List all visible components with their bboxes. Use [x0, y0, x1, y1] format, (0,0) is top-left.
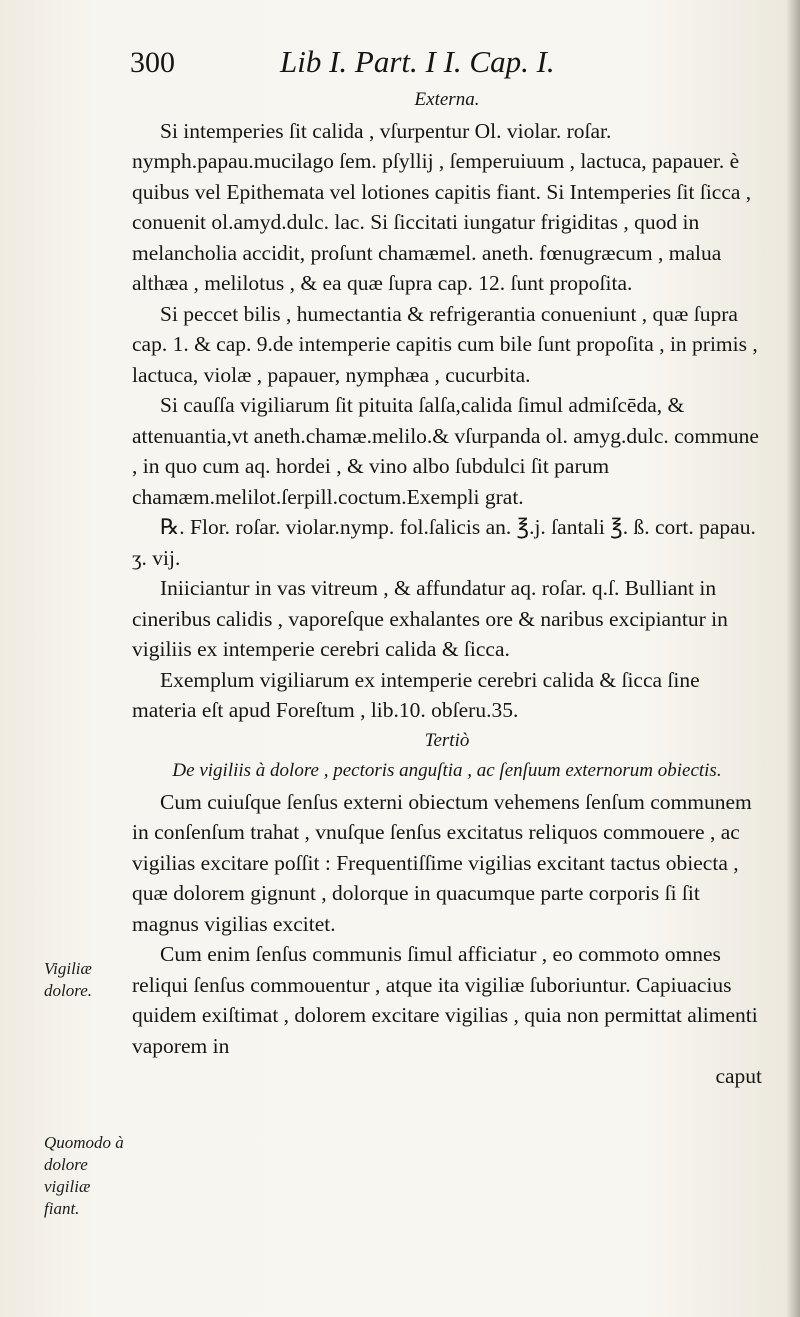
paragraph-3: Si cauſſa vigiliarum ſit pituita ſalſa,calida ſimul admiſcēda, & attenuantia,vt aneth.chamæ.melilo.& vſurpanda ol. amyg.dulc. commune , in quo cum aq. hordei , & vino albo ſubdulci ſit parum chamæm.melilot.ſerpill.coctum.Exempli grat. — [132, 393, 759, 509]
paragraph-8: Cum enim ſenſus communis ſimul afficiatur , eo commoto omnes reliqui ſenſus commouentur , atque ita vigiliæ ſuboriuntur. Capiuacius quidem exiſtimat , dolorem excitare vigilias , quia non permittat alimenti vaporem in — [132, 942, 758, 1058]
paragraph-2: Si peccet bilis , humectantia & refrigerantia conueniunt , quæ ſupra cap. 1. & cap. 9.de intemperie capitis cum bile ſunt propoſita , in primis , lactuca, violæ , papauer, nymphæa , cucurbita. — [132, 301, 758, 387]
page-header — [130, 38, 750, 88]
section-heading-tertio: Tertiò — [424, 729, 470, 751]
paragraph-1: Si intemperies ſit calida , vſurpentur Ol. violar. roſar. nymph.papau.mucilago ſem. pſyllij , ſemperuiuum , lactuca, papauer. è quibus vel Epithemata vel lotiones capitis fiant. Si Intemperies ſit ſicca , conuenit ol.amyd.dulc. lac. Si ſiccitati iungatur frigiditas , quod in melancholia accidit, proſunt chamæmel. aneth. fœnugræcum , malua althæa , melilotus , & ea quæ ſupra cap. 12. ſunt propoſita. — [132, 118, 752, 295]
section-subtitle: De vigiliis à dolore , pectoris anguſtia , ac ſenſuum externorum obiectis. — [172, 760, 722, 781]
paragraph-6: Exemplum vigiliarum ex intemperie cerebri calida & ſicca ſine materia eſt apud Foreſtum , lib.10. obſeru.35. — [132, 667, 700, 722]
page-number: 300 — [130, 46, 175, 79]
catchword: caput — [715, 1064, 762, 1088]
margin-note-vigiliae-dolore: Vigiliæ dolore. — [44, 959, 93, 1000]
recipe-paragraph: ℞. Flor. roſar. violar.nymp. fol.ſalicis an. ℥.j. ſantali ℥. ß. cort. papau. ʒ. vij. — [132, 515, 756, 570]
running-title: Lib I. Part. I I. Cap. I. — [280, 44, 555, 79]
text-body — [132, 85, 762, 1092]
section-heading-externa: Externa. — [414, 89, 480, 110]
paragraph-7: Cum cuiuſque ſenſus externi obiectum vehemens ſenſum communem in conſenſum trahat , vnuſque ſenſus excitatus reliquos commouere , ac vigilias excitare poſſit : Frequentiſſime vigilias excitant tactus obiecta , quæ dolorem gignunt , dolorque in quacumque parte corporis ſi ſit magnus vigilias excitet. — [132, 789, 752, 936]
page-edge-shadow — [786, 0, 800, 1317]
paragraph-5: Iniiciantur in vas vitreum , & affundatur aq. roſar. q.ſ. Bulliant in cineribus calidis , vaporeſque exhalantes ore & naribus excipiantur in vigiliis ex intemperie cerebri calida & ſicca. — [132, 576, 728, 661]
margin-note-quomodo: Quomodo à dolore vigiliæ fiant. — [44, 1133, 124, 1218]
